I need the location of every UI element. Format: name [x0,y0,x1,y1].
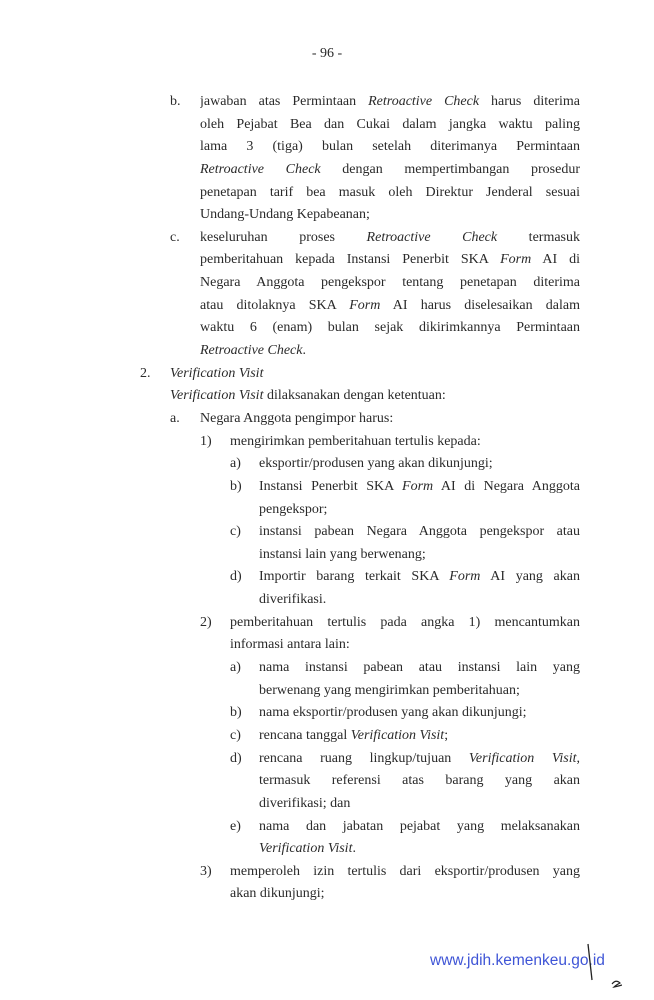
text-line [0,136,654,159]
text-segment: AI di [531,252,580,268]
text-line [0,272,654,295]
text-segment: eksportir/produsen yang akan dikunjungi; [259,456,493,472]
line-text [259,453,580,476]
line-text [200,408,580,431]
text-line [0,634,654,657]
text-line [0,227,654,250]
text-segment: memperoleh izin tertulis dari eksportir/produsen yang [230,863,580,879]
line-text [259,680,580,703]
text-line [0,363,654,386]
text-segment: termasuk [497,229,580,245]
page-number: - 96 - [311,46,343,61]
text-segment: ; [444,727,449,743]
text-line [0,385,654,408]
line-text [230,612,580,635]
list-marker: c. [170,229,180,245]
text-segment: rencana ruang lingkup/tujuan [259,750,469,766]
text-segment: Negara Anggota pengimpor harus: [200,410,394,426]
text-segment: . [352,841,356,857]
italic-term: Form [500,252,532,268]
line-text [200,91,580,114]
line-text [230,861,580,884]
italic-term: Retroactive Check [200,161,321,177]
text-segment: nama instansi pabean atau instansi lain yang [259,660,580,676]
text-segment: informasi antara lain: [230,637,350,653]
line-text [200,317,580,340]
line-text [200,159,580,182]
text-line [0,589,654,612]
list-marker: 2. [140,365,151,381]
line-text [259,816,580,839]
text-segment: dengan mempertimbangan prosedur [320,161,580,177]
italic-term: Form [349,297,381,313]
text-line [0,182,654,205]
text-line [0,861,654,884]
initial-signature-mark [582,940,622,990]
text-segment: akan dikunjungi; [230,886,325,902]
list-marker: d) [230,750,242,766]
text-line [0,838,654,861]
line-text [259,838,580,861]
text-line [0,317,654,340]
italic-term: Retroactive Check [368,94,480,109]
text-line [0,883,654,906]
italic-term: Form [449,569,481,585]
text-line [0,521,654,544]
text-line [0,114,654,137]
italic-term: Verification Visit [170,365,264,381]
text-line [0,476,654,499]
list-marker: c) [230,524,241,540]
italic-term: Verification Visit [350,727,445,743]
line-text [230,431,580,454]
document-body [0,91,654,906]
text-segment: AI yang akan [480,569,580,585]
text-line [0,249,654,272]
italic-term: Retroactive Check [366,229,498,245]
text-segment: waktu 6 (enam) bulan sejak dikirimkannya Permintaan [200,320,580,336]
line-text [259,476,580,499]
text-line [0,680,654,703]
list-marker: b. [170,94,181,109]
text-segment: termasuk referensi atas barang yang akan [259,773,580,789]
line-text [259,702,580,725]
list-marker: d) [230,569,242,585]
text-line [0,91,654,114]
line-text [259,770,580,793]
text-segment: pemberitahuan kepada Instansi Penerbit SKA [200,252,501,268]
line-text [259,657,580,680]
italic-term: Form [402,478,434,494]
line-text [259,793,580,816]
text-line [0,770,654,793]
text-segment: nama eksportir/produsen yang akan dikunjungi; [259,705,527,721]
list-marker: b) [230,478,242,494]
text-segment: Importir barang terkait SKA [259,569,450,585]
list-marker: b) [230,705,242,721]
list-marker: a) [230,660,241,676]
text-segment: mengirimkan pemberitahuan tertulis kepada: [230,433,481,449]
list-marker: 1) [200,433,212,449]
text-line [0,159,654,182]
line-text [200,295,580,318]
line-text [230,883,580,906]
italic-term: Verification Visit [259,841,353,857]
text-line [0,453,654,476]
line-text [259,544,580,567]
line-text [170,363,580,386]
line-text [259,725,580,748]
line-text [200,249,580,272]
text-segment: rencana tanggal [259,727,351,743]
text-segment: keseluruhan proses [200,229,367,245]
text-line [0,408,654,431]
text-segment: penetapan tarif bea masuk oleh Direktur Jenderal sesuai [200,184,580,200]
line-text [200,227,580,250]
text-line [0,566,654,589]
text-segment: AI di Negara Anggota [433,478,580,494]
text-segment: diverifikasi; dan [259,795,351,811]
list-marker: c) [230,727,241,743]
text-segment: Negara Anggota pengekspor tentang penetapan diterima [200,275,580,291]
text-line [0,544,654,567]
text-line [0,816,654,839]
text-segment: atau ditolaknya SKA [200,297,350,313]
text-line [0,340,654,363]
text-line [0,204,654,227]
line-text [259,499,580,522]
text-segment: . [302,343,306,359]
line-text [200,136,580,159]
line-text [200,272,580,295]
text-segment: dilaksanakan dengan ketentuan: [263,388,446,404]
text-segment: pemberitahuan tertulis pada angka 1) mencantumkan [230,614,580,630]
line-text [259,566,580,589]
text-segment: lama 3 (tiga) bulan setelah diterimanya Permintaan [200,139,580,155]
line-text [200,204,580,227]
line-text [259,748,580,771]
footer-url-link[interactable]: www.jdih.kemenkeu.go.id [430,952,605,969]
list-marker: a) [230,456,241,472]
list-marker: 2) [200,614,212,630]
list-marker: a. [170,410,180,426]
text-segment: diverifikasi. [259,592,327,608]
list-marker: e) [230,818,241,834]
text-segment: oleh Pejabat Bea dan Cukai dalam jangka waktu paling [200,116,580,132]
text-line [0,657,654,680]
text-line [0,725,654,748]
text-line [0,612,654,635]
text-segment: berwenang yang mengirimkan pemberitahuan; [259,682,520,698]
line-text [259,589,580,612]
text-line [0,431,654,454]
line-text [200,114,580,137]
text-segment: Instansi Penerbit SKA [259,478,403,494]
text-line [0,702,654,725]
text-segment: pengekspor; [259,501,328,517]
line-text [170,385,580,408]
text-segment: , [576,750,580,766]
text-segment: instansi lain yang berwenang; [259,546,426,562]
text-line [0,295,654,318]
text-segment: jawaban atas Permintaan [200,94,369,109]
italic-term: Retroactive Check [200,343,303,359]
text-line [0,499,654,522]
italic-term: Verification Visit [170,388,264,404]
line-text [200,182,580,205]
text-segment: harus diterima [479,94,580,109]
line-text [200,340,580,363]
text-line [0,793,654,816]
text-segment: nama dan jabatan pejabat yang melaksanakan [259,818,580,834]
text-line [0,748,654,771]
text-segment: instansi pabean Negara Anggota pengekspor atau [259,524,580,540]
text-segment: Undang-Undang Kepabeanan; [200,207,370,223]
list-marker: 3) [200,863,212,879]
italic-term: Verification Visit [468,750,577,766]
line-text [259,521,580,544]
text-segment: AI harus diselesaikan dalam [380,297,580,313]
line-text [230,634,580,657]
